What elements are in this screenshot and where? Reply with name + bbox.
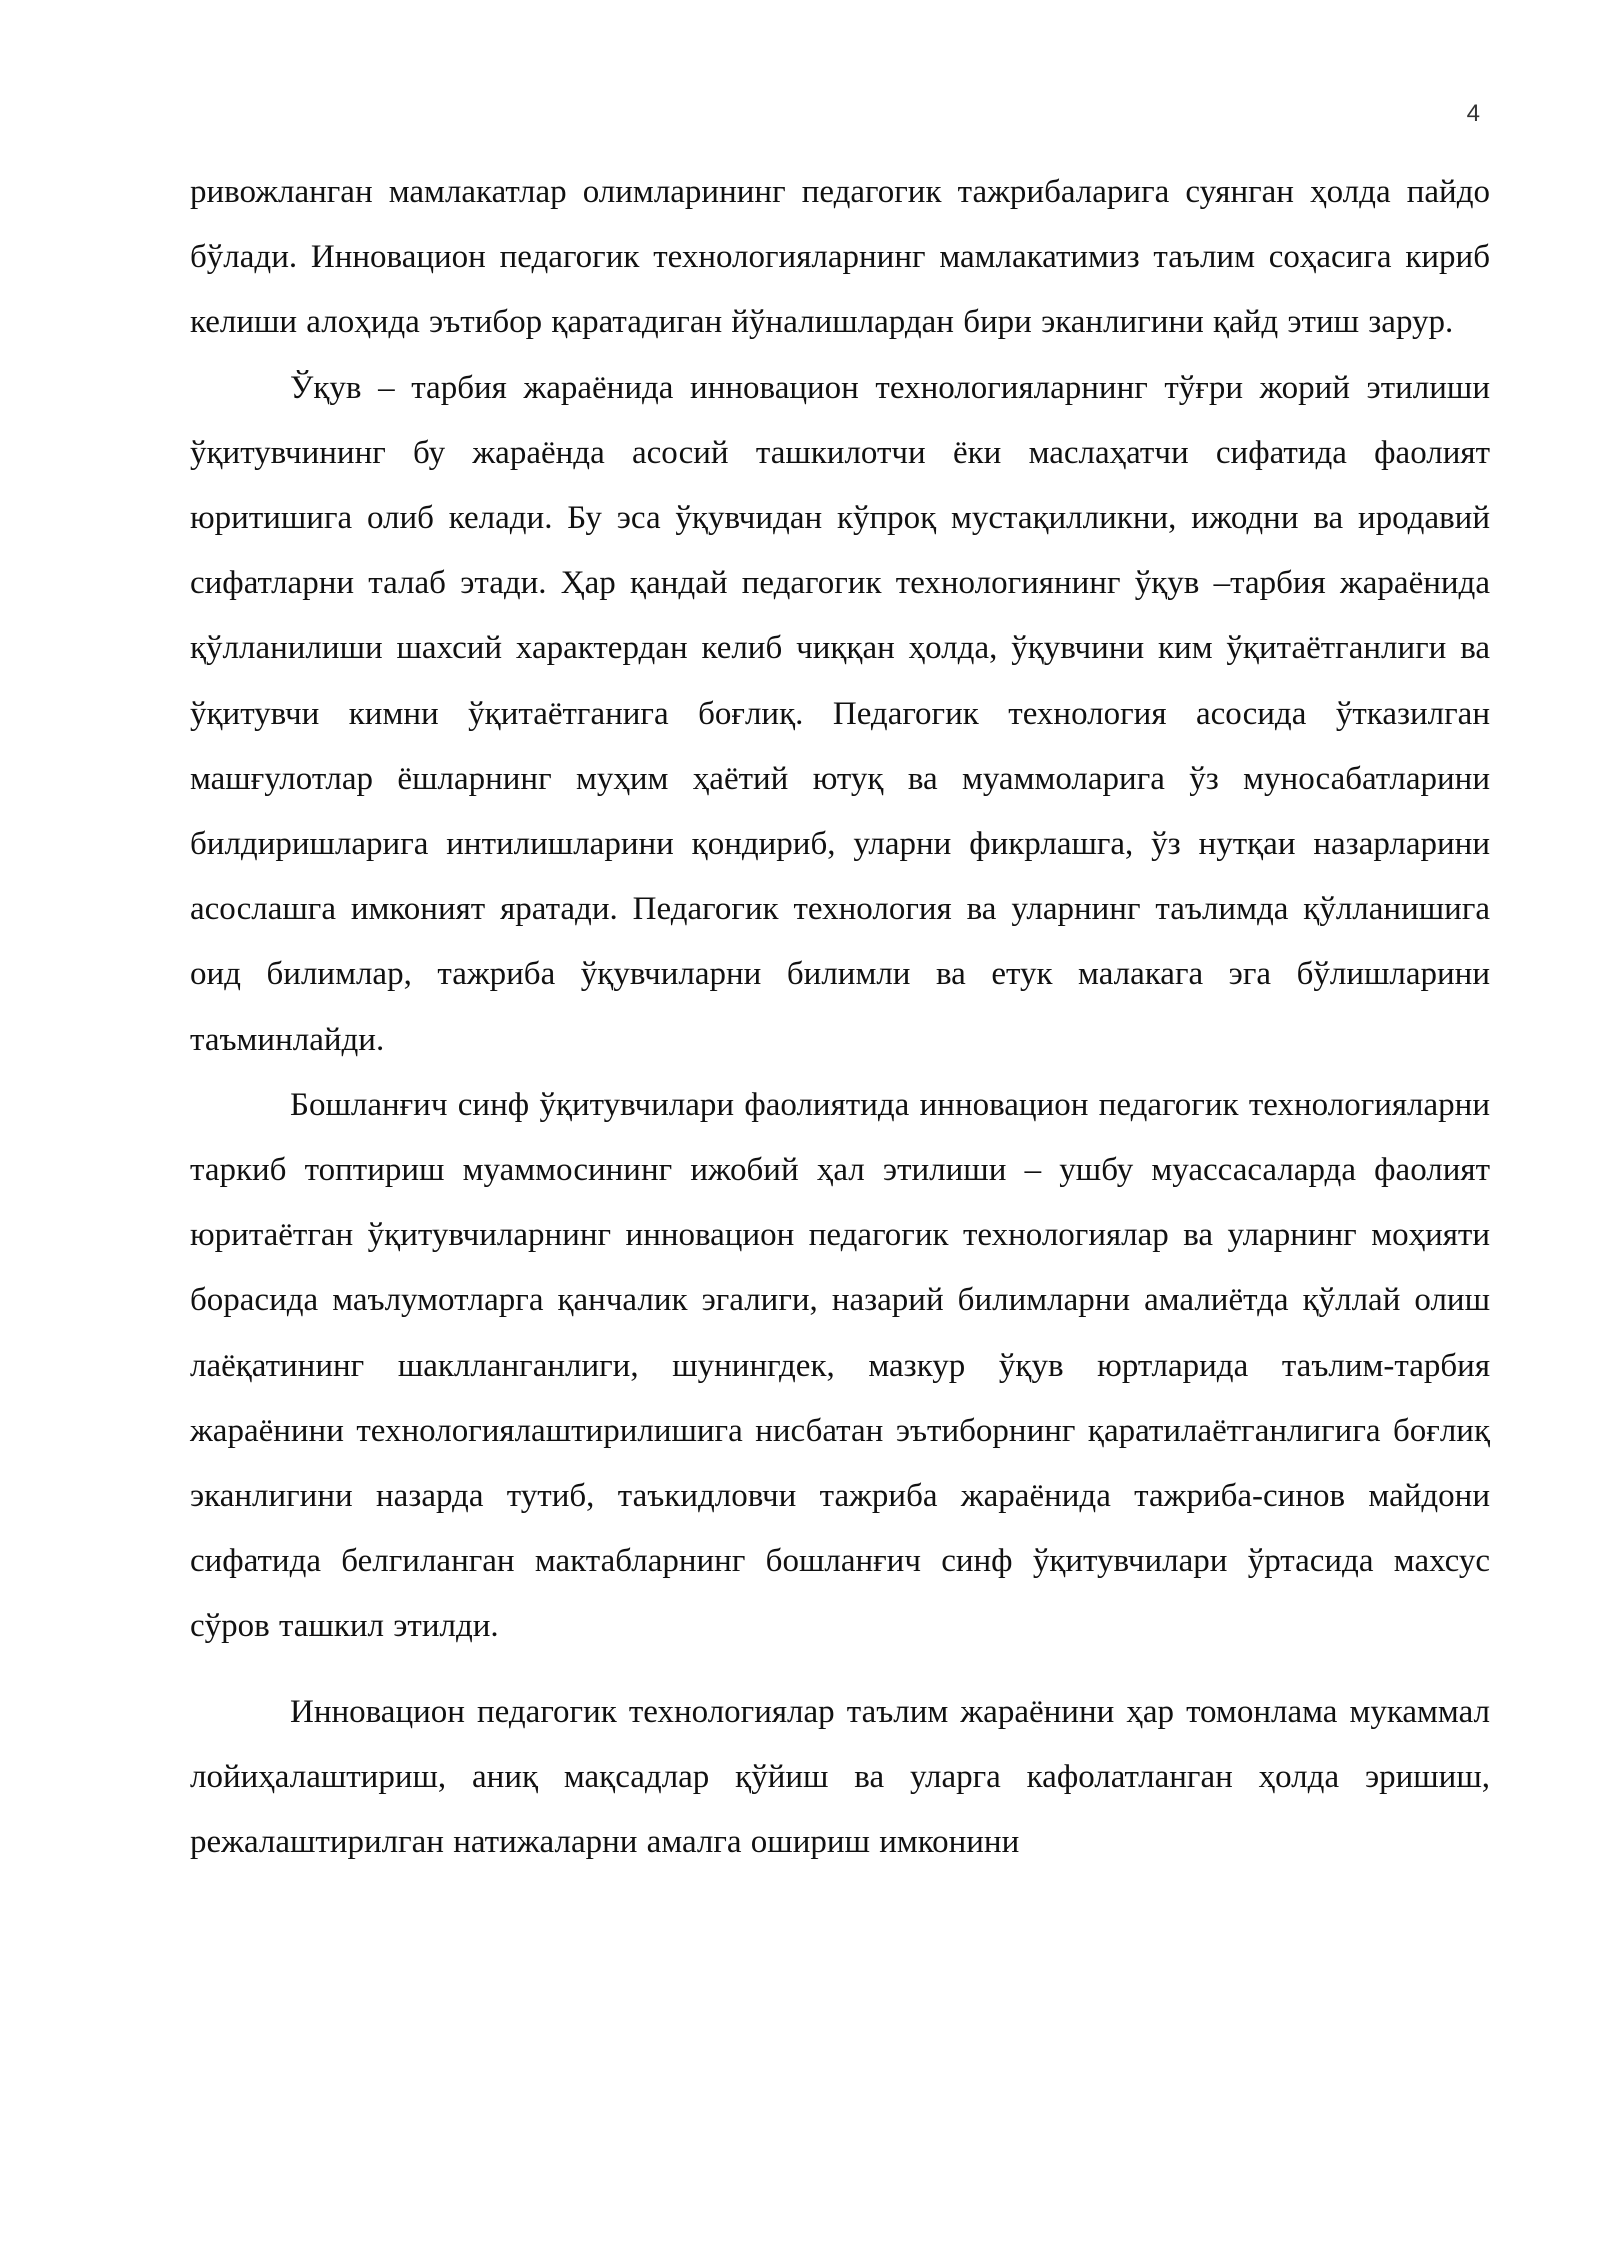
paragraph-2: Ўқув – тарбия жараёнида инновацион технологияларнинг тўғри жорий этилиши ўқитувчининг бу жараёнда асосий ташкилотчи ёки маслаҳатчи сифатида фаолият юритишига олиб келади. Бу эса ўқувчидан кўпроқ мустақилликни, ижодни ва иродавий сифатларни талаб этади. Ҳар қандай педагогик технологиянинг ўқув –тарбия жараёнида қўлланилиши шахсий характердан келиб чиққан ҳолда, ўқувчини ким ўқитаётганлиги ва ўқитувчи кимни ўқитаётганига боғлиқ. Педагогик технология асосида ўтказилган машғулотлар ёшларнинг муҳим ҳаётий ютуқ ва муаммоларига ўз муносабатларини билдиришларига интилишларини қондириб, уларни фикрлашга, ўз нутқаи назарларини асослашга имконият яратади. Педагогик технология ва уларнинг таълимда қўлланишига оид билимлар, тажриба ўқувчиларни билимли ва етук малакага эга бўлишларини таъминлайди. (190, 369, 1490, 1058)
paragraph-4: Инновацион педагогик технологиялар таълим жараёнини ҳар томонлама мукаммал лойиҳалаштириш, аниқ мақсадлар қўйиш ва уларга кафолатланган ҳолда эришиш, режалаштирилган натижаларни амалга ошириш имконини (190, 1693, 1490, 1861)
paragraph-1: ривожланган мамлакатлар олимларининг педагогик тажрибаларига суянган ҳолда пайдо бўлади. Инновацион педагогик технологияларнинг мамлакатимиз таълим соҳасига кириб келиши алоҳида эътибор қаратадиган йўналишлардан бири эканлигини қайд этиш зарур. (190, 174, 1490, 341)
page-number: 4 (1466, 100, 1480, 127)
paragraph-3: Бошланғич синф ўқитувчилари фаолиятида инновацион педагогик технологияларни таркиб топтириш муаммосининг ижобий ҳал этилиши – ушбу муассасаларда фаолият юритаётган ўқитувчиларнинг инновацион педагогик технологиялар ва уларнинг моҳияти борасида маълумотларга қанчалик эгалиги, назарий билимларни амалиётда қўллай олиш лаёқатининг шаклланганлиги, шунингдек, мазкур ўқув юртларида таълим-тарбия жараёнини технологиялаштирилишига нисбатан эътиборнинг қаратилаётганлигига боғлиқ эканлигини назарда тутиб, таъкидловчи тажриба жараёнида тажриба-синов майдони сифатида белгиланган мактабларнинг бошланғич синф ўқитувчилари ўртасида махсус сўров ташкил этилди. (190, 1086, 1490, 1645)
document-body (190, 160, 1490, 1875)
